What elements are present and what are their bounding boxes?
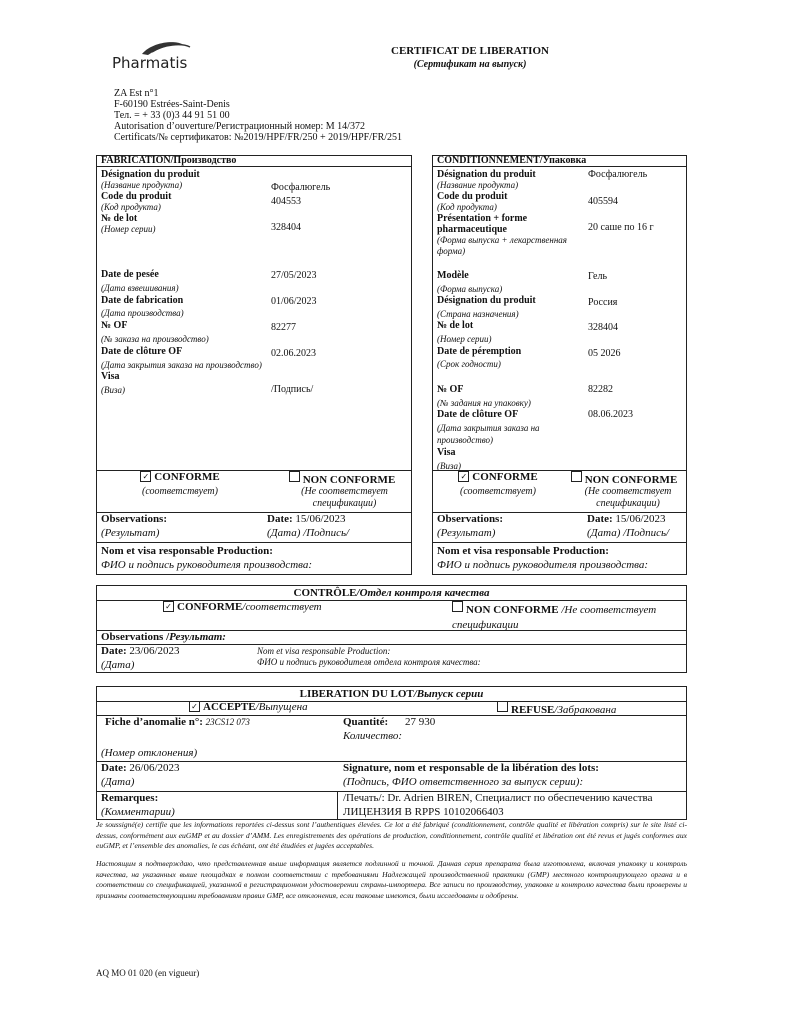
field-label: Désignation du produit: [437, 295, 536, 307]
non-conforme-option[interactable]: NON CONFORME: [277, 471, 407, 486]
field-label-ru: (Форма выпуска): [437, 283, 503, 294]
responsible-label: Nom et visa responsable Production:: [101, 545, 273, 557]
date-value: 26/06/2023: [129, 762, 180, 774]
conforme-ru: (соответствует): [142, 486, 218, 497]
checkbox-checked-icon[interactable]: ✓: [140, 471, 151, 482]
date-value: 23/06/2023: [129, 645, 180, 657]
field-value: 08.06.2023: [588, 409, 633, 420]
field-label-ru: (Номер серии): [437, 333, 492, 344]
fabrication-section: [96, 155, 412, 575]
observations-label: Observations:: [101, 513, 167, 525]
non-conforme-ru: (Не соответствует спецификации): [301, 486, 388, 509]
controle-section: [96, 585, 687, 673]
field-value: 02.06.2023: [271, 348, 316, 359]
field-label-ru: (№ заказа на производство): [101, 333, 209, 344]
field-label: Date de pesée: [101, 269, 159, 280]
signature-label-ru: (Подпись, ФИО ответственного за выпуск серии):: [343, 776, 584, 788]
checkbox-empty-icon[interactable]: [452, 601, 463, 612]
field-label-ru: (Виза): [101, 385, 126, 396]
field-label: Code du produit: [101, 191, 172, 202]
field-label: Code du produit: [437, 191, 508, 202]
address-line: Autorisation d’ouverture/Регистрационный номер: M 14/372: [114, 121, 365, 132]
fabrication-labels-2: [101, 269, 266, 397]
field-value: Фосфалюгель: [271, 182, 331, 193]
field-label: Date de clôture OF: [101, 345, 183, 357]
field-label-ru: (Код продукта): [437, 202, 497, 212]
field-label-ru: (Номер серии): [101, 224, 156, 234]
conforme-option[interactable]: ✓ CONFORME: [125, 471, 235, 483]
checkbox-empty-icon[interactable]: [289, 471, 300, 482]
quantity-field: Quantité: 27 930: [343, 716, 436, 728]
field-value: Россия: [588, 297, 618, 308]
field-label: Désignation du produit: [101, 169, 200, 180]
address-line: ZA Est n°1: [114, 88, 159, 99]
declaration-fr: Je soussigné(e) certifie que les informations reportées ci-dessus sont l’authentiques élevées. Ce lot a été fabriqué (conditionnement, contrôle qualité et libération compris) sur le site listé ci-dessus, conformément aux euGMP et au dossier d’AMM. Les enregistrements des opérations de production, conditionnement, contrôle qualité et libération ont été revus et jugés conformes aux euGMP, et l’ensemble des anomalies, le cas échéant, ont été étudiées et jugées acceptables.: [96, 820, 687, 850]
field-value: 05 2026: [588, 348, 621, 359]
company-logo: [112, 52, 187, 70]
field-value: 328404: [271, 222, 301, 233]
field-label-ru: (Дата закрытия заказа на производство): [437, 422, 540, 446]
signer-license: ЛИЦЕНЗИЯ В RPPS 10102066403: [343, 806, 504, 818]
field-label-ru: (Форма выпуска + лекарственная форма): [437, 235, 567, 256]
field-label-ru: (Срок годности): [437, 359, 501, 370]
checkbox-checked-icon[interactable]: ✓: [163, 601, 174, 612]
conditionnement-labels-2: [437, 270, 582, 371]
declaration-ru: Настоящим я подтверждаю, что представленная выше информация является подлинной и точной. Данная серия препарата была изготовлена, включая упаковку и контроль качества, на указанных выше площадках в полном соответствии с требованиями Надлежащей производственной практики (GMP) местного контролирующего органа и в соответствии со спецификацией, указанной в регистрационном удостоверении страны-импортера. Все записи по производству, упаковке и контролю качества были проверены и признаны соответствующими требованиям правил GMP, все отклонения, если таковые имеются, были исследованы и одобрены.: [96, 859, 687, 900]
field-value: 328404: [588, 322, 618, 333]
document-code: AQ MO 01 020 (en vigueur): [96, 968, 200, 978]
field-value: 82282: [588, 384, 613, 395]
date-value: 15/06/2023: [615, 513, 666, 525]
observations-label: Observations:: [437, 513, 503, 525]
date-label-ru: (Дата) /Подпись/: [267, 527, 350, 539]
conditionnement-labels: [437, 169, 582, 257]
anomaly-field: Fiche d’anomalie n°: 23CS12 073: [105, 716, 250, 728]
date-field: Date: 23/06/2023: [101, 645, 180, 657]
signer-name: /Печать/: Dr. Adrien BIREN, Специалист по обеспечению качества: [343, 792, 653, 804]
page-title: CERTIFICAT DE LIBERATION: [391, 45, 549, 57]
field-label-ru: (Виза): [437, 460, 462, 471]
conditionnement-labels-3: [437, 384, 582, 472]
liberation-title: LIBERATION DU LOT/Выпуск серии: [299, 688, 484, 700]
anomaly-number: 23CS12 073: [205, 717, 250, 727]
field-label: Date de péremption: [437, 345, 522, 357]
field-label: Date de clôture OF: [437, 409, 519, 421]
date-value: 15/06/2023: [295, 513, 346, 525]
quantity-label-ru: Количество:: [343, 730, 403, 742]
conditionnement-section: [432, 155, 687, 575]
logo-text: Pharmatis: [112, 54, 188, 72]
controle-title: CONTRÔLE/Отдел контроля качества: [293, 587, 490, 599]
checkbox-checked-icon[interactable]: ✓: [458, 471, 469, 482]
field-value: 82277: [271, 322, 296, 333]
date-field: Date: 26/06/2023: [101, 762, 180, 774]
responsible-label: Nom et visa responsable Production:: [437, 545, 609, 557]
date-label-ru: (Дата) /Подпись/: [587, 527, 670, 539]
page-title-ru: (Сертификат на выпуск): [413, 59, 527, 70]
field-label: Visa: [101, 371, 120, 383]
fabrication-labels: [101, 169, 266, 235]
address-line: Тел. = + 33 (0)3 44 91 51 00: [114, 110, 230, 121]
field-label: № OF: [101, 320, 128, 332]
non-conforme-option[interactable]: NON CONFORME: [563, 471, 685, 486]
remarks-label: Remarques:: [101, 792, 159, 804]
field-value: Фосфалюгель: [588, 169, 648, 180]
date-label-ru: (Дата): [101, 659, 135, 671]
observations-label-ru: (Результат): [437, 527, 496, 539]
checkbox-empty-icon[interactable]: [571, 471, 582, 482]
anomaly-label-ru: (Номер отклонения): [101, 747, 198, 759]
observations-label-ru: (Результат): [101, 527, 160, 539]
refuse-option[interactable]: REFUSE/Забракована: [497, 701, 616, 716]
field-value: 01/06/2023: [271, 296, 317, 307]
field-value: 27/05/2023: [271, 270, 317, 281]
conforme-option[interactable]: ✓ CONFORME/соответствует: [163, 601, 322, 613]
field-label-ru: (Код продукта): [101, 202, 161, 212]
field-label-ru: (Дата закрытия заказа на производство): [101, 359, 262, 370]
field-label-ru: (Страна назначения): [437, 308, 519, 319]
liberation-section: [96, 686, 687, 820]
date-field: Date: 15/06/2023: [587, 513, 666, 525]
field-label-ru: (Название продукта): [437, 180, 519, 190]
signature-label: Signature, nom et responsable de la libération des lots:: [343, 762, 599, 774]
field-value: 405594: [588, 196, 618, 207]
non-conforme-option[interactable]: NON CONFORME /Не соответствует спецификации: [452, 601, 682, 633]
address-line: F-60190 Estrées-Saint-Denis: [114, 99, 230, 110]
field-label: № OF: [437, 384, 464, 395]
conditionnement-title: CONDITIONNEMENT/Упаковка: [437, 155, 587, 166]
field-label: Désignation du produit: [437, 169, 536, 180]
field-label: Date de fabrication: [101, 294, 184, 306]
date-label-ru: (Дата): [101, 776, 135, 788]
field-label-ru: (Дата взвешивания): [101, 282, 179, 293]
field-label-ru: (Название продукта): [101, 180, 183, 190]
date-field: Date: 15/06/2023: [267, 513, 346, 525]
address-line: Certificats/№ сертификатов: №2019/HPF/FR/250 + 2019/HPF/FR/251: [114, 132, 403, 143]
company-address: [114, 88, 402, 143]
non-conforme-ru: (Не соответствует спецификации): [584, 486, 672, 509]
fabrication-title: FABRICATION/Производство: [101, 155, 237, 166]
field-label: № de lot: [101, 213, 138, 224]
observations-label: Observations /Результат:: [101, 631, 226, 643]
field-label: Modèle: [437, 270, 469, 281]
responsible-label-ru: ФИО и подпись руководителя производства:: [101, 559, 313, 571]
conforme-option[interactable]: ✓ CONFORME: [443, 471, 553, 483]
responsible-label-ru: ФИО и подпись руководителя производства:: [437, 559, 649, 571]
field-label: Présentation + forme pharmaceutique: [437, 213, 528, 235]
checkbox-empty-icon[interactable]: [497, 701, 508, 712]
quantity-value: 27 930: [404, 716, 436, 728]
checkbox-checked-icon[interactable]: ✓: [189, 701, 200, 712]
remarks-label-ru: (Комментарии): [101, 806, 175, 818]
field-label-ru: (№ задания на упаковку): [437, 397, 531, 408]
field-label: Visa: [437, 446, 456, 458]
field-value: /Подпись/: [271, 384, 314, 395]
responsible-label: Nom et visa responsable Production: ФИО и подпись руководителя отдела контроля качества:: [257, 646, 481, 667]
field-label-ru: (Дата производства): [101, 308, 184, 319]
conforme-ru: (соответствует): [460, 486, 536, 497]
field-value: Гель: [588, 271, 608, 282]
accepte-option[interactable]: ✓ ACCEPTE/Выпущена: [189, 701, 308, 713]
field-value: 404553: [271, 196, 301, 207]
field-value: 20 саше по 16 г: [588, 222, 654, 233]
field-label: № de lot: [437, 320, 474, 332]
